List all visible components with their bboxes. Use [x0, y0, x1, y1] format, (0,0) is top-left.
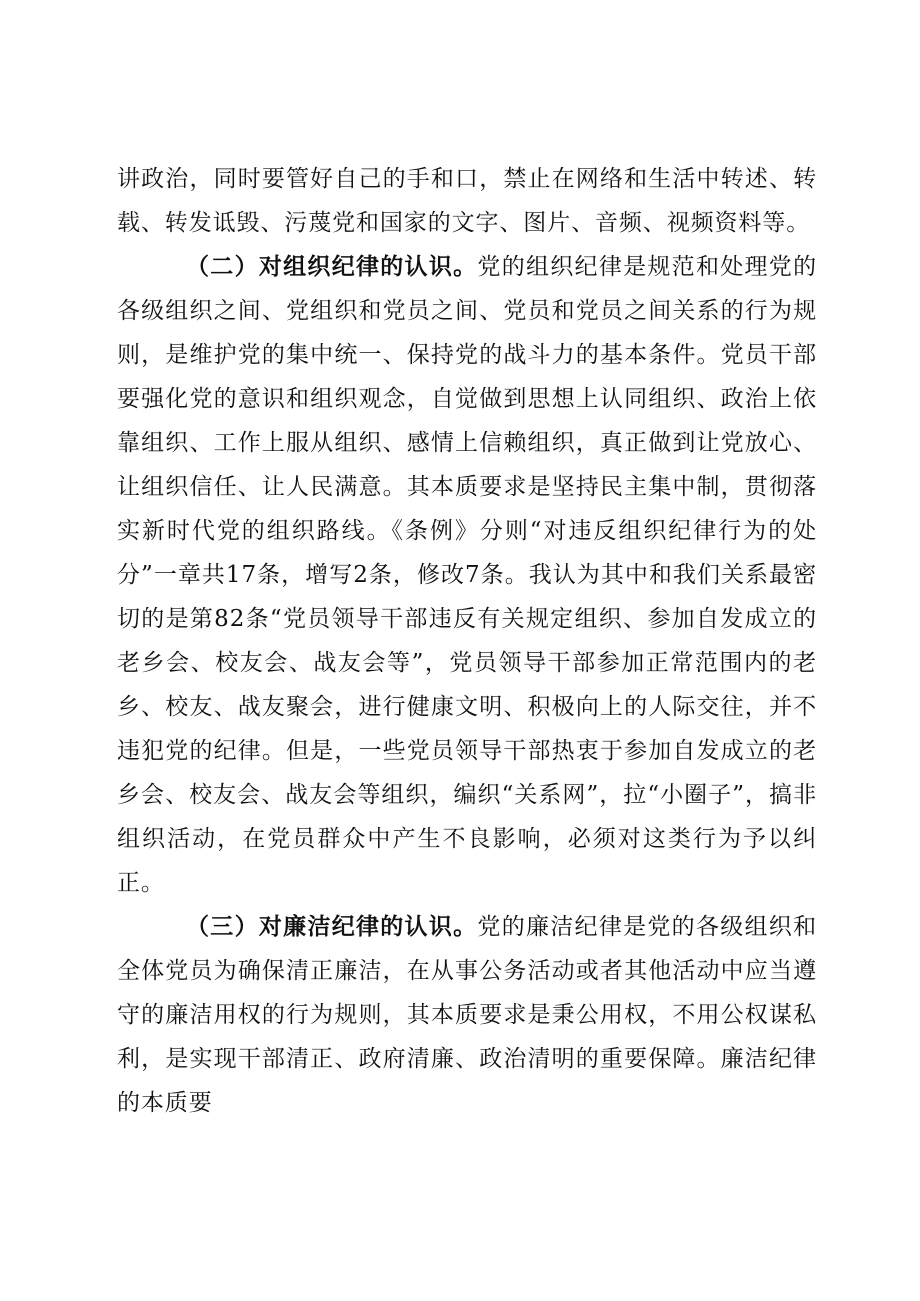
- paragraph-text: 讲政治，同时要管好自己的手和口，禁止在网络和生活中转述、转载、转发诋毁、污蔑党和国家的文字、图片、音频、视频资料等。: [117, 166, 817, 236]
- document-body: [117, 157, 817, 1125]
- paragraph-text: 党的廉洁纪律是党的各级组织和全体党员为确保清正廉洁，在从事公务活动或者其他活动中应当遵守的廉洁用权的行为规则，其本质要求是秉公用权，不用公权谋私利，是实现干部清正、政府清廉、政治清明的重要保障。廉洁纪律的本质要: [117, 914, 817, 1116]
- paragraph-continuation: [117, 157, 817, 245]
- paragraph-organizational-discipline: [117, 245, 817, 905]
- section-heading: （二）对组织纪律的认识。: [186, 254, 478, 280]
- paragraph-text: 党的组织纪律是规范和处理党的各级组织之间、党组织和党员之间、党员和党员之间关系的行为规则，是维护党的集中统一、保持党的战斗力的基本条件。党员干部要强化党的意识和组织观念，自觉做到思想上认同组织、政治上依靠组织、工作上服从组织、感情上信赖组织，真正做到让党放心、让组织信任、让人民满意。其本质要求是坚持民主集中制，贯彻落实新时代党的组织路线。《条例》分则“对违反组织纪律行为的处分”一章共17条，增写2条，修改7条。我认为其中和我们关系最密切的是第82条“党员领导干部违反有关规定组织、参加自发成立的老乡会、校友会、战友会等”，党员领导干部参加正常范围内的老乡、校友、战友聚会，进行健康文明、积极向上的人际交往，并不违犯党的纪律。但是，一些党员领导干部热衷于参加自发成立的老乡会、校友会、战友会等组织，编织“关系网”，拉“小圈子”，搞非组织活动，在党员群众中产生不良影响，必须对这类行为予以纠正。: [117, 254, 817, 896]
- paragraph-integrity-discipline: [117, 905, 817, 1125]
- section-heading: （三）对廉洁纪律的认识。: [186, 914, 478, 940]
